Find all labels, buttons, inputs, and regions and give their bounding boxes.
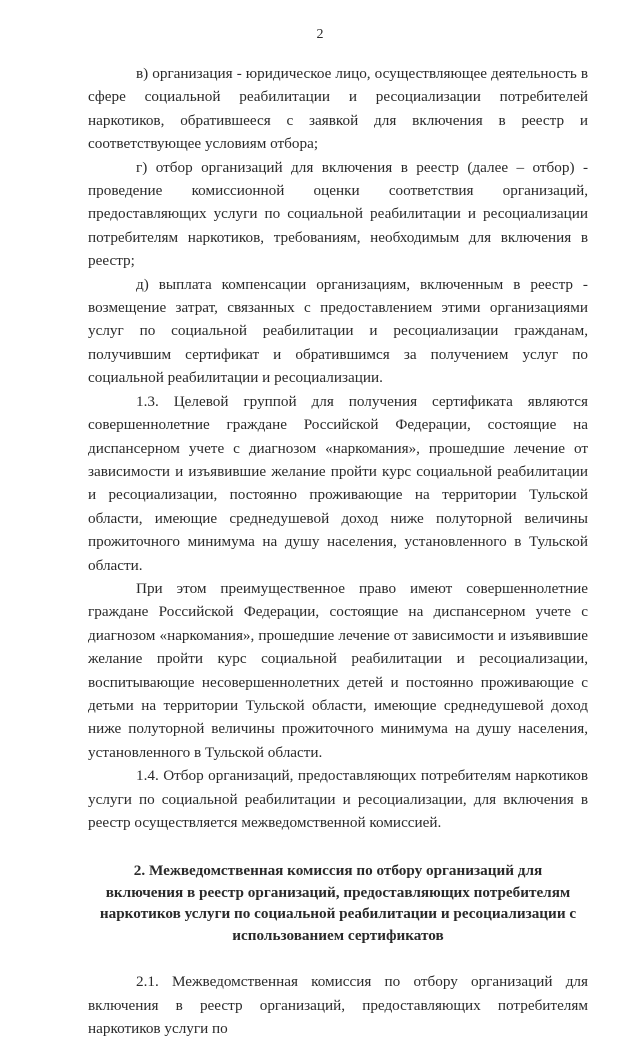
- paragraph-priority-right: При этом преимущественное право имеют совершеннолетние граждане Российской Федерации, состоящие на диспансерном учете с диагнозом «наркомания», прошедшие лечение от зависимости и изъявившие желание пройти курс социальной реабилитации и ресоциализации, воспитывающие несовершеннолетних детей и постоянно проживающие с детьми на территории Тульской области, имеющие среднедушевой доход ниже полуторной величины прожиточного минимума на душу населения, установленного в Тульской области.: [88, 579, 588, 761]
- paragraph-definition-v: в) организация - юридическое лицо, осуществляющее деятельность в сфере социальной реабилитации и ресоциализации потребителей наркотиков, обратившееся с заявкой для включения в реестр и соответствующее условиям отбора;: [88, 65, 588, 153]
- paragraph-1-3: 1.3. Целевой группой для получения сертификата являются совершеннолетние граждане Российской Федерации, состоящие на диспансерном учете с диагнозом «наркомания», прошедшие лечение от зависимости и изъявившие желание пройти курс социальной реабилитации и ресоциализации, постоянно проживающие на территории Тульской области, имеющие среднедушевой доход ниже полуторной величины прожиточного минимума на душу населения, установленного в Тульской области.: [88, 392, 588, 574]
- page-number: 2: [316, 27, 324, 42]
- page-content: [88, 62, 588, 1041]
- section-spacer: [88, 834, 588, 860]
- heading-spacer: [88, 946, 588, 970]
- paragraph-definition-d: д) выплата компенсации организациям, включенным в реестр - возмещение затрат, связанных с предоставлением этими организациями услуг по социальной реабилитации и ресоциализации гражданам, получившим сертификат и обратившимся за получением услуг по социальной реабилитации и ресоциализации.: [88, 275, 588, 387]
- paragraph-2-1: 2.1. Межведомственная комиссия по отбору организаций для включения в реестр организаций, предоставляющих потребителям наркотиков услуги по: [88, 973, 588, 1038]
- paragraph-1-4: 1.4. Отбор организаций, предоставляющих потребителям наркотиков услуги по социальной реабилитации и ресоциализации, для включения в реестр осуществляется межведомственной комиссией.: [88, 767, 588, 831]
- section-heading: 2. Межведомственная комиссия по отбору организаций для включения в реестр организаций, предоставляющих потребителям наркотиков услуги по социальной реабилитации и ресоциализации с использованием сертификатов: [99, 862, 577, 944]
- paragraph-definition-g: г) отбор организаций для включения в реестр (далее – отбор) - проведение комиссионной оценки соответствия организаций, предоставляющих услуги по социальной реабилитации и ресоциализации потребителям наркотиков, требованиям, необходимым для включения в реестр;: [88, 158, 588, 270]
